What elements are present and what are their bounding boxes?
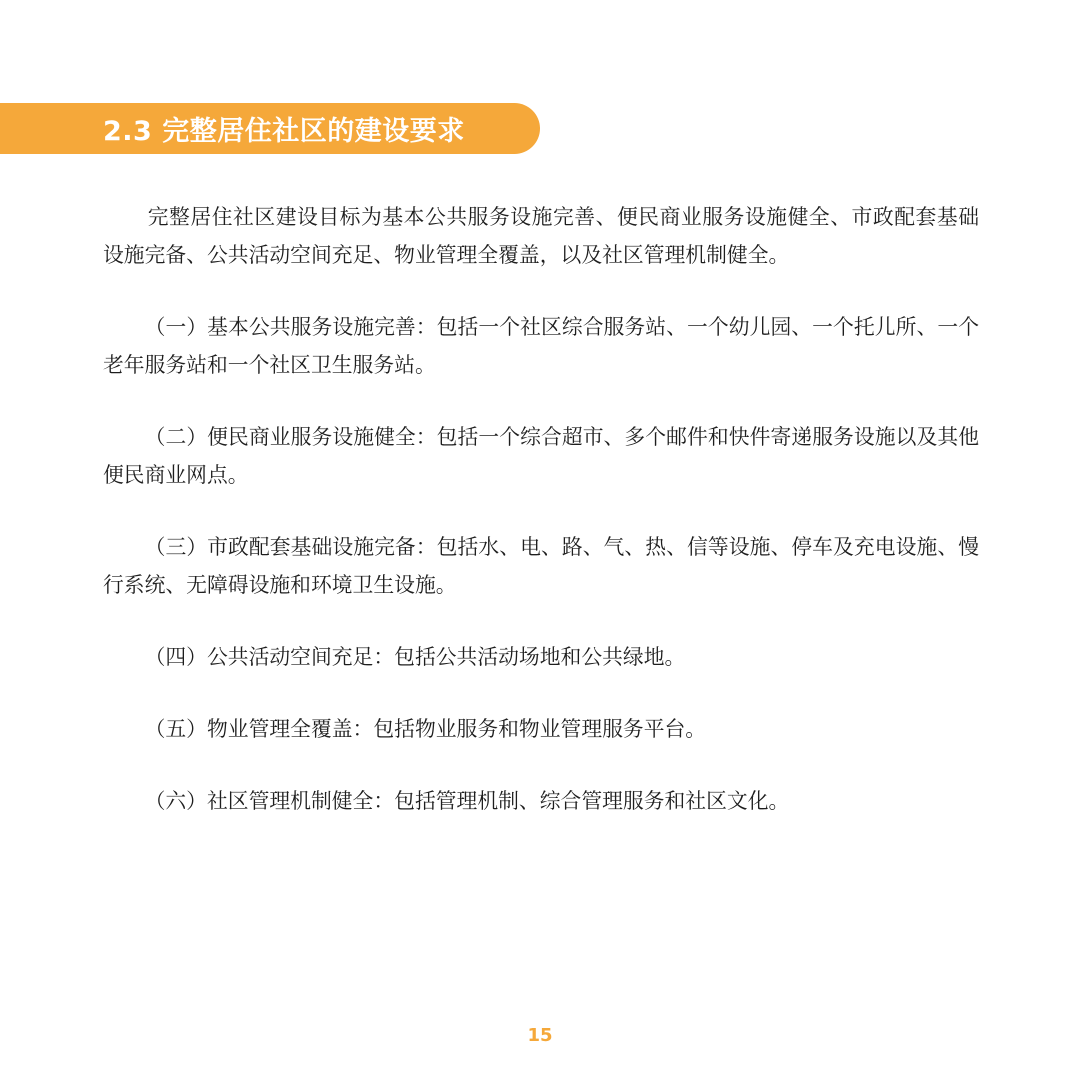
section-header-banner <box>0 103 540 154</box>
item-paragraph-4: （四）公共活动空间充足：包括公共活动场地和公共绿地。 <box>144 645 686 669</box>
item-paragraph-3: （三）市政配套基础设施完备：包括水、电、路、气、热、信等设施、停车及充电设施、慢行系统、无障碍设施和环境卫生设施。 <box>103 535 979 597</box>
body-text <box>103 198 979 854</box>
item-paragraph-2: （二）便民商业服务设施健全：包括一个综合超市、多个邮件和快件寄递服务设施以及其他便民商业网点。 <box>103 425 979 487</box>
item-paragraph-5: （五）物业管理全覆盖：包括物业服务和物业管理服务平台。 <box>144 717 707 741</box>
item-paragraph-1: （一）基本公共服务设施完善：包括一个社区综合服务站、一个幼儿园、一个托儿所、一个老年服务站和一个社区卫生服务站。 <box>103 315 979 377</box>
page-number: 15 <box>527 1025 553 1046</box>
section-title: 2.3 完整居住社区的建设要求 <box>103 116 465 147</box>
item-paragraph-6: （六）社区管理机制健全：包括管理机制、综合管理服务和社区文化。 <box>144 789 790 813</box>
intro-paragraph: 完整居住社区建设目标为基本公共服务设施完善、便民商业服务设施健全、市政配套基础设施完备、公共活动空间充足、物业管理全覆盖，以及社区管理机制健全。 <box>103 205 979 267</box>
